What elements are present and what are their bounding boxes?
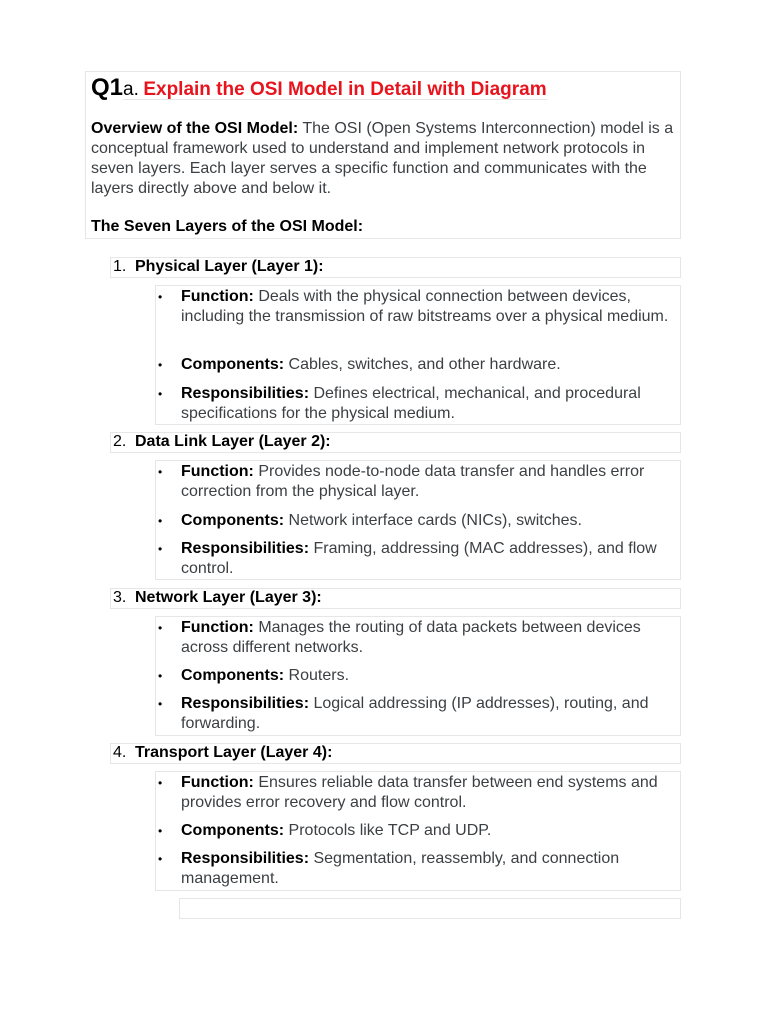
- bullet-icon: •: [158, 514, 163, 528]
- item-label: Function:: [181, 288, 254, 305]
- bullet-icon: •: [158, 776, 163, 790]
- bullet-icon: •: [158, 621, 163, 635]
- layer-heading: [113, 589, 322, 607]
- layer-title: Transport Layer (Layer 4):: [135, 744, 333, 761]
- item-label: Components:: [181, 356, 285, 373]
- overview-label: Overview of the OSI Model:: [91, 120, 299, 137]
- question-text: Explain the OSI Model in Detail with Diagram: [143, 79, 547, 100]
- bullet-icon: •: [158, 852, 163, 866]
- layer-heading: [113, 744, 332, 762]
- question-title: [91, 74, 547, 102]
- question-sub: a.: [123, 79, 139, 100]
- overview-paragraph: [91, 119, 681, 199]
- item-label: Components:: [181, 667, 285, 684]
- bullet-icon: •: [158, 669, 163, 683]
- item-text: Manages the routing of data packets between devices across different networks.: [181, 619, 641, 656]
- item-text: Protocols like TCP and UDP.: [284, 822, 492, 839]
- layer-number: 2.: [113, 433, 127, 450]
- bullet-icon: •: [158, 824, 163, 838]
- item-text: Provides node-to-node data transfer and handles error correction from the physical layer.: [181, 463, 645, 500]
- item-label: Responsibilities:: [181, 850, 310, 867]
- layer-heading: [113, 258, 324, 276]
- bullet-icon: •: [158, 697, 163, 711]
- item-text: Segmentation, reassembly, and connection management.: [181, 850, 620, 887]
- overview-text: The OSI (Open Systems Interconnection) model is a conceptual framework used to understand and implement network protocols in seven layers. Each layer serves a specific function and communicates with the layers directly above and below it.: [91, 120, 674, 197]
- layer-number: 4.: [113, 744, 127, 761]
- layer-heading: [113, 433, 331, 451]
- item-text: Logical addressing (IP addresses), routing, and forwarding.: [181, 695, 649, 732]
- item-label: Responsibilities:: [181, 540, 310, 557]
- item-text: Routers.: [284, 667, 350, 684]
- bullet-icon: •: [158, 358, 163, 372]
- item-label: Responsibilities:: [181, 385, 310, 402]
- item-label: Function:: [181, 774, 254, 791]
- layer-title: Data Link Layer (Layer 2):: [135, 433, 331, 450]
- layers-heading: The Seven Layers of the OSI Model:: [91, 218, 364, 235]
- item-text: Framing, addressing (MAC addresses), and flow control.: [181, 540, 657, 577]
- item-text: Network interface cards (NICs), switches.: [284, 512, 582, 529]
- item-text: Cables, switches, and other hardware.: [284, 356, 561, 373]
- layer-title: Physical Layer (Layer 1):: [135, 258, 324, 275]
- bullet-icon: •: [158, 387, 163, 401]
- item-label: Components:: [181, 512, 285, 529]
- item-text: Deals with the physical connection between devices, including the transmission of raw bitstreams over a physical medium.: [181, 288, 669, 325]
- item-label: Function:: [181, 619, 254, 636]
- question-number: Q1: [91, 74, 124, 101]
- item-label: Responsibilities:: [181, 695, 310, 712]
- bullet-icon: •: [158, 542, 163, 556]
- layer-number: 1.: [113, 258, 127, 275]
- item-text: Ensures reliable data transfer between end systems and provides error recovery and flow control.: [181, 774, 658, 811]
- item-label: Function:: [181, 463, 254, 480]
- layer-number: 3.: [113, 589, 127, 606]
- layer-title: Network Layer (Layer 3):: [135, 589, 322, 606]
- bullet-icon: •: [158, 290, 163, 304]
- item-text: Defines electrical, mechanical, and procedural specifications for the physical medium.: [181, 385, 641, 422]
- bullet-icon: •: [158, 465, 163, 479]
- item-label: Components:: [181, 822, 285, 839]
- empty-frame: [179, 898, 681, 919]
